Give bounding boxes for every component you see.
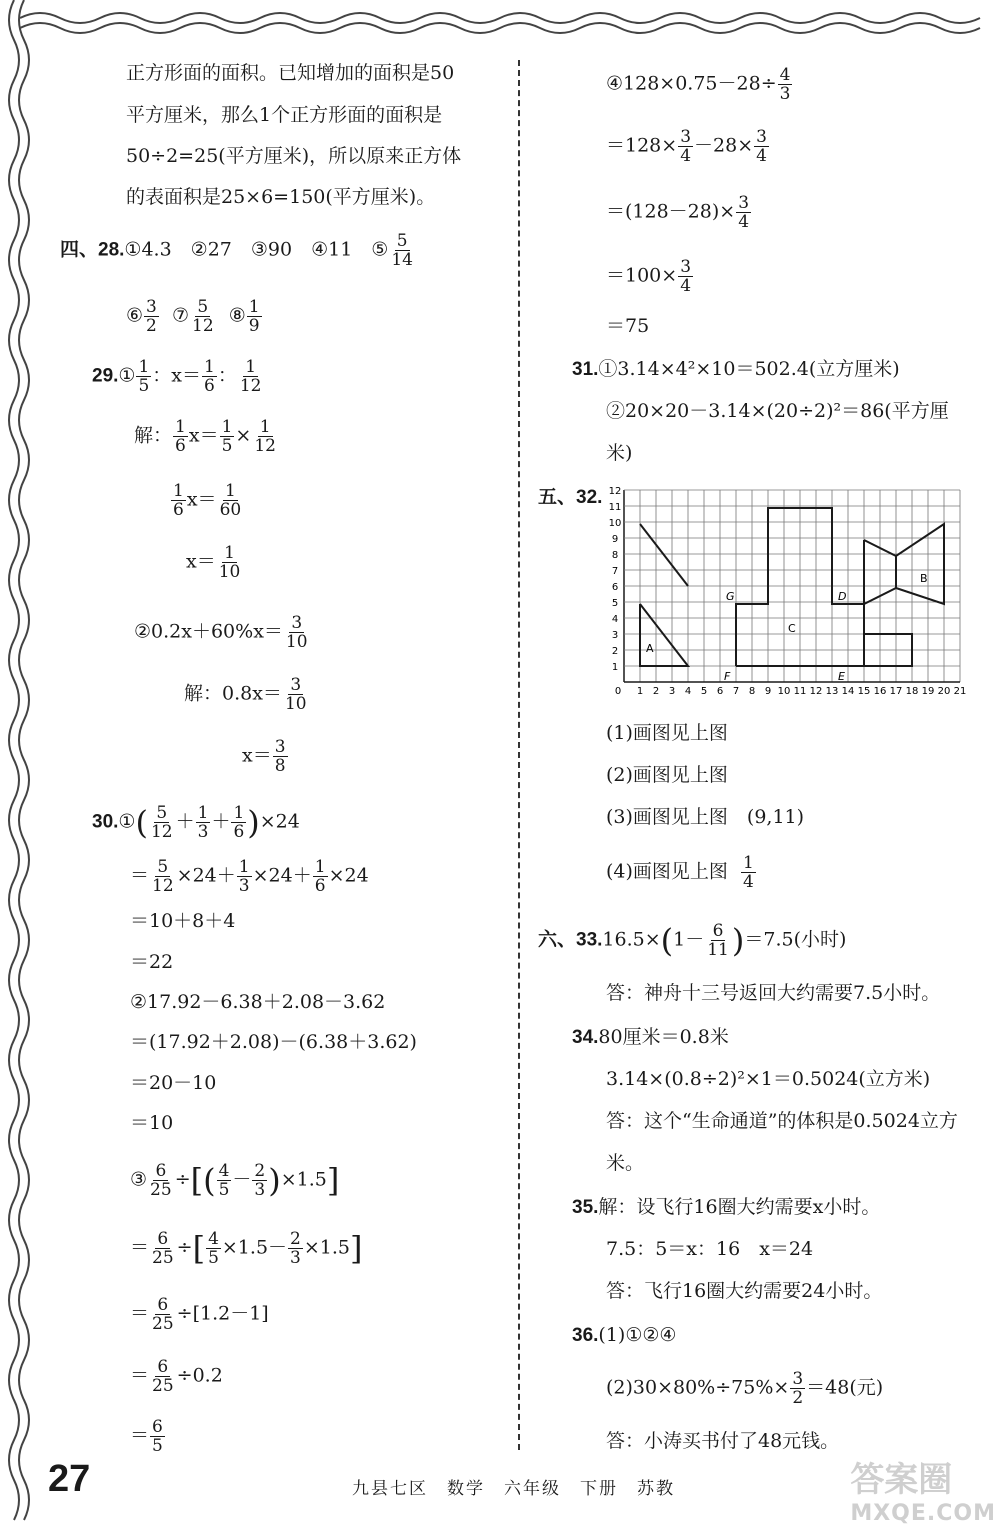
op: －: [232, 1168, 252, 1191]
expr: 16.5×: [602, 928, 661, 951]
answer-line: 答：飞行16圈大约需要24小时。: [606, 1280, 883, 1302]
op: ÷: [176, 1236, 193, 1259]
fraction: [218, 482, 244, 519]
denominator: 3: [238, 876, 250, 896]
label-c: C: [788, 622, 796, 635]
expr: ÷[1.2－1]: [176, 1302, 269, 1325]
fraction: [247, 298, 262, 335]
expr: 1－: [673, 928, 705, 951]
answers: ①4.3 ②27 ③90 ④11 ⑤: [124, 238, 389, 261]
denominator: 14: [391, 250, 413, 270]
colon: ：: [217, 364, 237, 387]
numerator: 1: [173, 481, 184, 501]
calc-line: 3.14×(0.8÷2)²×1＝0.5024(立方米): [606, 1068, 931, 1090]
fraction: [196, 804, 211, 841]
fraction: [678, 128, 693, 165]
var: x: [188, 424, 200, 447]
fraction: [288, 1230, 303, 1267]
question-number: 29.: [92, 365, 119, 387]
y-tick-label: 2: [611, 646, 619, 657]
expr: ＝100×: [606, 264, 678, 287]
op: ÷: [174, 1168, 191, 1191]
calc-line: [606, 66, 793, 103]
solve-line: [134, 614, 311, 651]
numerator: 1: [245, 357, 257, 377]
denominator: 12: [239, 376, 262, 396]
question-number: 30.: [92, 811, 119, 833]
numerator: 6: [157, 1295, 169, 1315]
x-tick-label: 4: [684, 686, 692, 697]
op: ＋: [292, 864, 312, 887]
question-33: [538, 922, 846, 959]
op: ×24: [252, 864, 293, 887]
numerator: 1: [221, 417, 233, 437]
shape-a-translated: [640, 524, 688, 586]
expr: (1)①②④: [598, 1324, 677, 1346]
op: ×24: [328, 864, 369, 887]
eq: ＝: [130, 1364, 150, 1387]
watermark-logo: [850, 1452, 996, 1526]
fraction: [150, 858, 176, 895]
numerator: 5: [156, 803, 168, 823]
y-tick-label: 5: [611, 598, 619, 609]
eq: ＝: [196, 550, 216, 573]
numerator: 3: [792, 1369, 804, 1389]
fraction: [171, 482, 186, 519]
fraction: [313, 858, 328, 895]
eq: ＝: [130, 1236, 150, 1259]
fraction: [220, 418, 235, 455]
denominator: 5: [218, 1180, 230, 1200]
question-30: [92, 804, 300, 841]
denominator: 12: [152, 876, 174, 896]
denominator: 25: [152, 1376, 174, 1396]
question-number: 四、28.: [60, 239, 125, 261]
fraction: [150, 1418, 165, 1455]
fraction: [150, 1358, 176, 1395]
fraction: [678, 258, 693, 295]
expr: (4)画图见上图: [606, 860, 728, 883]
fraction: [231, 804, 246, 841]
numerator: 3: [146, 297, 157, 317]
calc-line: ＝10: [130, 1112, 174, 1134]
wavy-left-border: [0, 0, 40, 1536]
text-line: 50÷2=25(平方厘米)，所以原来正方体: [126, 145, 462, 167]
y-tick-label: 8: [611, 550, 619, 561]
label: ⑦: [171, 304, 190, 327]
numerator: 1: [248, 297, 260, 317]
fraction: [754, 128, 769, 165]
text-line: 平方厘米，那么1个正方形面的面积是: [126, 104, 443, 126]
calc-line: ②17.92－6.38＋2.08－3.62: [130, 991, 386, 1013]
grid-shapes: [640, 508, 944, 666]
calc-line: ＝10＋8＋4: [130, 910, 236, 932]
paren: ): [731, 921, 745, 960]
op: ×: [235, 424, 252, 447]
x-tick-label: 20: [937, 686, 951, 697]
numerator: 5: [197, 297, 209, 317]
x-tick-label: 5: [700, 686, 708, 697]
question-number: 五、32.: [538, 487, 603, 508]
question-32: [538, 484, 602, 511]
question-number: 34.: [572, 1027, 599, 1048]
numerator: 6: [157, 1229, 169, 1249]
calc-line: ＝22: [130, 951, 174, 973]
numerator: 2: [290, 1229, 301, 1249]
numerator: 3: [274, 737, 286, 757]
answer-line: 答：神舟十三号返回大约需要7.5小时。: [606, 982, 941, 1004]
page-number: 27: [48, 1458, 91, 1500]
calc-line: [130, 1358, 223, 1395]
axis-origin: 0: [614, 686, 622, 697]
denominator: 4: [756, 146, 767, 166]
x-tick-label: 2: [652, 686, 660, 697]
fraction: [273, 738, 288, 775]
eq: ：x＝: [152, 364, 202, 387]
x-tick-label: 21: [953, 686, 967, 697]
paren: ): [268, 1161, 281, 1200]
calc-line: [130, 1418, 166, 1455]
question-29: [92, 358, 265, 395]
denominator: 12: [150, 822, 173, 842]
denominator: 10: [218, 562, 241, 582]
fraction: [206, 1230, 221, 1267]
x-tick-label: 14: [841, 686, 855, 697]
footer-info: 九县七区 数学 六年级 下册 苏教: [352, 1479, 675, 1499]
expr: ①3.14×4²×10＝502.4(立方厘米): [598, 358, 900, 380]
x-tick-label: 6: [716, 686, 724, 697]
numerator: 1: [175, 417, 186, 437]
question-number: 36.: [572, 1325, 599, 1346]
numerator: 2: [254, 1161, 266, 1181]
numerator: 1: [314, 857, 326, 877]
label: ③: [130, 1168, 148, 1191]
expr: ②0.2x＋60%x＝: [134, 620, 283, 643]
fraction: [238, 358, 264, 395]
numerator: 3: [680, 127, 692, 147]
y-tick-label: 4: [611, 614, 619, 625]
fraction: [741, 854, 756, 891]
expr: ＝128×: [606, 134, 678, 157]
denominator: 5: [208, 1248, 219, 1268]
x-tick-label: 9: [764, 686, 772, 697]
solve-line: [242, 738, 289, 775]
numerator: 3: [291, 613, 303, 633]
watermark-main: 答案圈: [850, 1460, 953, 1500]
numerator: 1: [224, 481, 236, 501]
x-tick-label: 16: [873, 686, 887, 697]
fraction: [149, 804, 175, 841]
numerator: 5: [396, 231, 408, 251]
numerator: 4: [779, 65, 791, 85]
bracket: [(: [190, 1161, 216, 1200]
x-tick-label: 12: [809, 686, 823, 697]
fraction: [705, 922, 731, 959]
bracket: [: [192, 1229, 206, 1268]
question-31: [572, 356, 900, 383]
solve-line: [170, 482, 244, 519]
bracket: ]: [350, 1229, 363, 1268]
denominator: 11: [707, 940, 729, 960]
shape-a: [640, 604, 688, 666]
question-34: [572, 1024, 729, 1051]
fraction: [252, 418, 278, 455]
op: ＋: [211, 810, 231, 833]
expr: ÷0.2: [176, 1364, 223, 1387]
calc-line: [130, 1230, 363, 1267]
x-tick-label: 18: [905, 686, 919, 697]
answer-line: (1)画图见上图: [606, 722, 728, 744]
y-tick-label: 12: [608, 486, 622, 497]
fraction: [736, 194, 751, 231]
numerator: 6: [155, 1161, 167, 1181]
denominator: 6: [314, 876, 326, 896]
op: ＋: [216, 864, 236, 887]
denominator: 25: [152, 1314, 174, 1334]
label-g: G: [726, 590, 735, 603]
answer-line: (2)画图见上图: [606, 764, 728, 786]
x-tick-label: 17: [889, 686, 903, 697]
label: ①: [118, 364, 136, 387]
numerator: 6: [157, 1357, 169, 1377]
fraction: [173, 418, 188, 455]
denominator: 9: [248, 316, 260, 336]
numerator: 1: [238, 857, 250, 877]
denominator: 12: [192, 316, 214, 336]
question-35: [572, 1194, 880, 1221]
calc-line: ＝(17.92＋2.08)－(6.38＋3.62): [130, 1031, 417, 1053]
op: ＋: [175, 810, 195, 833]
calc-line: [130, 858, 369, 895]
numerator: 1: [233, 803, 245, 823]
x-tick-label: 8: [748, 686, 756, 697]
numerator: 1: [197, 803, 209, 823]
numerator: 3: [680, 257, 692, 277]
numerator: 1: [204, 357, 215, 377]
expr: ＝7.5(小时): [744, 928, 847, 951]
calc-line: [130, 1162, 339, 1199]
eq: ＝: [130, 1302, 150, 1325]
denominator: 3: [197, 822, 209, 842]
watermark-sub: MXQE.COM: [850, 1501, 996, 1526]
calc-line: [606, 258, 694, 295]
numerator: 5: [157, 857, 169, 877]
fraction: [217, 1162, 232, 1199]
fraction: [284, 614, 310, 651]
x-tick-label: 15: [857, 686, 871, 697]
expr: －28×: [694, 134, 754, 157]
fraction: [252, 1162, 267, 1199]
var: x: [186, 488, 198, 511]
text-line: 的表面积是25×6=150(平方厘米)。: [126, 186, 436, 208]
solve-line: [184, 676, 310, 713]
fraction: [150, 1296, 176, 1333]
denominator: 6: [173, 500, 184, 520]
denominator: 8: [274, 756, 286, 776]
eq: ＝: [197, 488, 217, 511]
denominator: 5: [221, 436, 233, 456]
question-number: 六、33.: [538, 929, 603, 951]
coordinate-grid: [600, 476, 980, 706]
x-tick-label: 19: [921, 686, 935, 697]
question-36: [572, 1322, 676, 1349]
denominator: 10: [285, 632, 308, 652]
denominator: 4: [738, 212, 750, 232]
numerator: 3: [756, 127, 767, 147]
var: x: [186, 550, 197, 573]
fraction: [202, 358, 217, 395]
fraction: [790, 1370, 805, 1407]
label-d: D: [838, 590, 847, 603]
expr: 80厘米＝0.8米: [598, 1026, 729, 1048]
y-tick-label: 1: [611, 662, 619, 673]
denominator: 5: [152, 1436, 163, 1456]
paren: (: [660, 921, 674, 960]
fraction: [389, 232, 415, 269]
y-tick-label: 6: [611, 582, 619, 593]
denominator: 6: [233, 822, 245, 842]
shape-b: [864, 524, 944, 604]
eq: ＝: [130, 864, 150, 887]
calc-line: ＝75: [606, 315, 650, 337]
numerator: 1: [259, 417, 271, 437]
fraction: [217, 544, 243, 581]
label: ⑥: [126, 304, 144, 327]
denominator: 3: [254, 1180, 266, 1200]
label-f: F: [724, 670, 731, 683]
y-tick-label: 10: [608, 518, 622, 529]
op: ×24: [259, 810, 300, 833]
question-28: [60, 232, 416, 269]
op: ×1.5: [303, 1236, 351, 1259]
label-a: A: [646, 642, 654, 655]
label: ⑧: [228, 304, 246, 327]
denominator: 12: [254, 436, 276, 456]
calc-line: [606, 194, 752, 231]
calc-line: [606, 1370, 883, 1407]
question-number: 31.: [572, 359, 599, 380]
y-tick-label: 11: [608, 502, 622, 513]
column-divider: [518, 60, 520, 1450]
fraction: [237, 858, 252, 895]
numerator: 1: [138, 357, 150, 377]
x-tick-label: 3: [668, 686, 676, 697]
paren: (: [135, 803, 148, 842]
numerator: 3: [290, 675, 302, 695]
fraction: [148, 1162, 174, 1199]
fraction: [190, 298, 216, 335]
label: 解：: [134, 424, 173, 447]
question-28-cont: [126, 298, 263, 335]
y-tick-label: 7: [611, 566, 619, 577]
numerator: 1: [224, 543, 235, 563]
question-number: 35.: [572, 1197, 599, 1218]
solve-line: [186, 544, 243, 581]
answer-line: [606, 854, 757, 891]
wavy-top-border: [0, 0, 1008, 40]
numerator: 3: [738, 193, 750, 213]
fraction: [283, 676, 309, 713]
denominator: 6: [204, 376, 215, 396]
expr: ＝(128－28)×: [606, 200, 736, 223]
fraction: [144, 298, 159, 335]
denominator: 25: [150, 1180, 172, 1200]
denominator: 25: [152, 1248, 174, 1268]
denominator: 5: [138, 376, 150, 396]
bracket: ]: [326, 1161, 340, 1200]
denominator: 10: [284, 694, 307, 714]
x-tick-label: 13: [825, 686, 839, 697]
fraction: [136, 358, 151, 395]
denominator: 4: [680, 276, 692, 296]
answer-line: 答：小涛买书付了48元钱。: [606, 1430, 840, 1452]
denominator: 3: [779, 84, 791, 104]
solve-line: [134, 418, 279, 455]
calc-line: [130, 1296, 269, 1333]
fraction: [150, 1230, 176, 1267]
text-line: 正方形面的面积。已知增加的面积是50: [126, 62, 455, 84]
x-tick-label: 7: [732, 686, 740, 697]
expr: x＝: [242, 744, 272, 767]
fraction: [778, 66, 793, 103]
denominator: 4: [743, 872, 754, 892]
denominator: 60: [219, 500, 242, 520]
op: ×1.5: [221, 1236, 269, 1259]
label-e: E: [838, 670, 845, 683]
calc-line: 米): [606, 442, 633, 464]
calc-line: ②20×20－3.14×(20÷2)²＝86(平方厘: [606, 400, 949, 422]
x-tick-label: 1: [636, 686, 644, 697]
numerator: 4: [218, 1161, 230, 1181]
x-tick-label: 10: [777, 686, 791, 697]
numerator: 1: [743, 853, 754, 873]
y-tick-label: 9: [611, 534, 619, 545]
expr: (2)30×80%÷75%×: [606, 1376, 790, 1399]
answer-line: 答：这个“生命通道”的体积是0.5024立方: [606, 1110, 958, 1132]
y-tick-label: 3: [611, 630, 619, 641]
calc-line: [606, 128, 770, 165]
expr: ＝48(元): [806, 1376, 884, 1399]
op: －: [268, 1236, 288, 1259]
calc-line: 7.5：5＝x：16 x＝24: [606, 1238, 814, 1260]
expr: 解：设飞行16圈大约需要x小时。: [598, 1196, 881, 1218]
denominator: 6: [175, 436, 186, 456]
denominator: 4: [680, 146, 692, 166]
op: ×24: [176, 864, 217, 887]
label-b: B: [920, 572, 928, 585]
x-tick-label: 11: [793, 686, 807, 697]
answer-line: (3)画图见上图 (9,11): [606, 806, 805, 828]
expr: 解：0.8x＝: [184, 682, 282, 705]
denominator: 3: [290, 1248, 301, 1268]
denominator: 2: [792, 1388, 804, 1408]
eq: ＝: [130, 1424, 150, 1447]
calc-line: ＝20－10: [130, 1072, 217, 1094]
op: ×1.5: [280, 1168, 327, 1191]
numerator: 6: [712, 921, 724, 941]
label: ①: [118, 810, 136, 833]
numerator: 6: [152, 1417, 163, 1437]
denominator: 2: [146, 316, 157, 336]
answer-line: 米。: [606, 1152, 645, 1174]
paren: ): [247, 803, 260, 842]
numerator: 4: [208, 1229, 219, 1249]
eq: ＝: [199, 424, 219, 447]
expr: ④128×0.75－28÷: [606, 72, 777, 95]
